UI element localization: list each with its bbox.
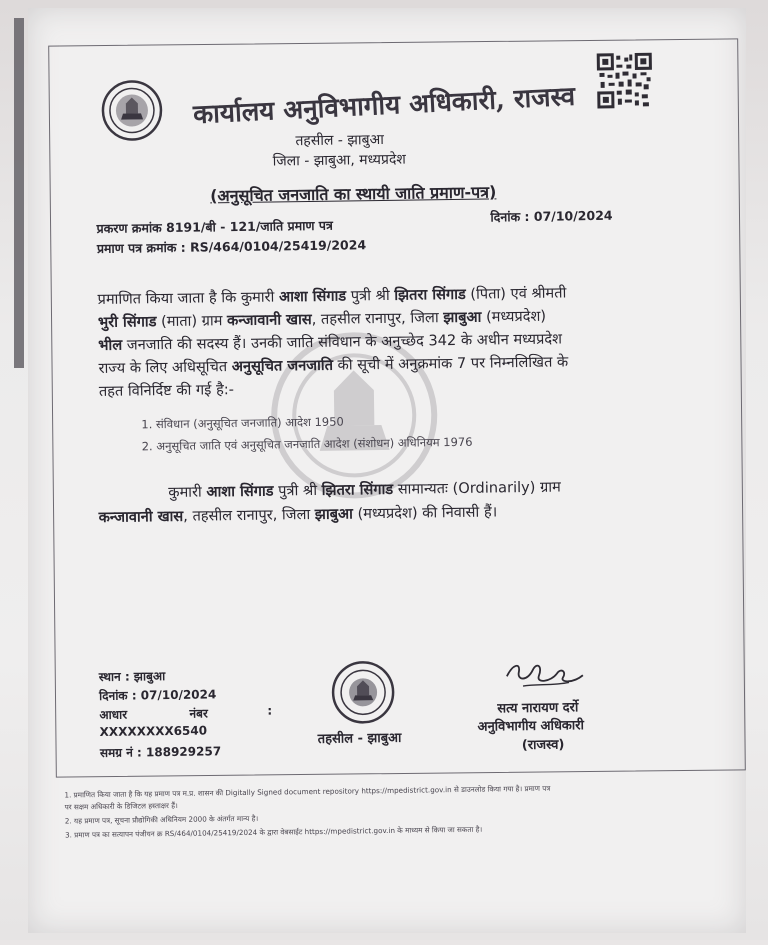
signature-icon — [503, 655, 587, 692]
samagra-number: समग्र नं : 188929257 — [99, 744, 222, 760]
aadhaar-number: XXXXXXXX6540 — [99, 723, 208, 739]
body-text: , तहसील रानापुर, जिला — [311, 309, 444, 328]
footnote-3: 3. प्रमाण पत्र का सत्यापन पंजीयन क्र RS/464/0104/25419/2024 के द्वारा वेबसाईट https://mpedistrict.gov.in के माध्यम से किया जा सकता है। — [65, 824, 483, 840]
body-text: तहत विनिर्दिष्ट की गई है:- — [98, 381, 235, 400]
category-name: अनुसूचित जनजाति — [231, 356, 334, 376]
government-emblem-icon — [101, 79, 164, 142]
office-title: कार्यालय अनुविभागीय अधिकारी, राजस्व — [192, 81, 576, 131]
residence-paragraph — [98, 474, 639, 530]
footnote-2: 2. यह प्रमाण पत्र, सूचना प्रौद्योगिकी अधिनियम 2000 के अंतर्गत मान्य है। — [64, 813, 259, 826]
footnote-1: 1. प्रमाणित किया जाता है कि यह प्रमाण पत्र म.प्र. शासन की Digitally Signed document repository https://mpedistrict.gov.in से डाउनलोड किया गया है। प्रमाण पत्र — [64, 783, 551, 800]
mother-name: भुरी सिंगाड — [97, 313, 157, 331]
certificate-heading: (अनुसूचित जनजाति का स्थायी जाति प्रमाण-पत्र) — [210, 182, 497, 206]
body-text: प्रमाणित किया जाता है कि कुमारी — [97, 288, 280, 308]
case-number: प्रकरण क्रमांक 8191/बी - 121/जाति प्रमाण पत्र — [96, 217, 333, 236]
body-text: राज्य के लिए अधिसूचित — [98, 358, 232, 377]
aadhaar-label-number: नंबर — [189, 706, 208, 721]
seal-label: तहसील - झाबुआ — [317, 730, 402, 747]
father-name: झितरा सिंगाड — [321, 480, 394, 499]
father-name: झितरा सिंगाड — [394, 285, 466, 304]
body-text: की सूची में अनुक्रमांक 7 पर निम्नलिखित के — [332, 353, 569, 374]
body-text: , तहसील रानापुर, जिला — [183, 505, 315, 525]
holder-name: आशा सिंगाड — [206, 482, 274, 501]
certificate-body-paragraph — [97, 280, 635, 402]
holder-name: आशा सिंगाड — [278, 287, 347, 306]
qr-code-icon — [596, 52, 653, 109]
body-text: सामान्यतः (Ordinarily) ग्राम — [392, 478, 561, 498]
officer-name: सत्य नारायण दर्रो — [497, 700, 579, 717]
village-name: कन्जावानी खास — [98, 507, 184, 526]
aadhaar-colon: : — [267, 703, 273, 718]
body-text: (मध्यप्रदेश) की निवासी हैं। — [352, 503, 498, 523]
body-text: जनजाति की सदस्य हैं। उनकी जाति संविधान के अनुच्छेद 342 के अधीन मध्यप्रदेश — [122, 330, 563, 354]
body-text: (पिता) एवं श्रीमती — [465, 284, 567, 303]
aadhaar-label: आधार — [99, 707, 128, 722]
list-item: 2. अनुसूचित जाति एवं अनुसूचित जनजाति आदेश (संशोधन) अधिनियम 1976 — [141, 434, 473, 454]
body-text: कुमारी — [168, 483, 207, 502]
village-name: कन्जावानी खास — [226, 310, 312, 330]
body-text: (माता) ग्राम — [156, 312, 228, 331]
place-label: स्थान : झाबुआ — [98, 669, 166, 685]
officer-department: (राजस्व) — [521, 737, 565, 754]
district-name: झाबुआ — [314, 505, 354, 523]
body-text: पुत्री श्री — [346, 286, 395, 305]
issue-date: दिनांक : 07/10/2024 — [490, 207, 613, 225]
list-item: 1. संविधान (अनुसूचित जनजाति) आदेश 1950 — [141, 414, 344, 432]
officer-title: अनुविभागीय अधिकारी — [477, 718, 585, 735]
body-text: (मध्यप्रदेश) — [481, 307, 547, 326]
certificate-number: प्रमाण पत्र क्रमांक : RS/464/0104/25419/2024 — [96, 237, 367, 256]
tribe-name: भील — [98, 336, 123, 354]
district-line: जिला - झाबुआ, मध्यप्रदेश — [272, 151, 406, 170]
footer-date: दिनांक : 07/10/2024 — [99, 687, 217, 703]
tehsil-seal-icon — [331, 660, 396, 725]
district-name: झाबुआ — [443, 308, 482, 327]
tehsil-line: तहसील - झाबुआ — [295, 131, 384, 150]
footnote-1-cont: पर सक्षम अधिकारी के डिजिटल हस्ताक्षर हैं। — [64, 800, 178, 812]
body-text: पुत्री श्री — [273, 481, 322, 500]
